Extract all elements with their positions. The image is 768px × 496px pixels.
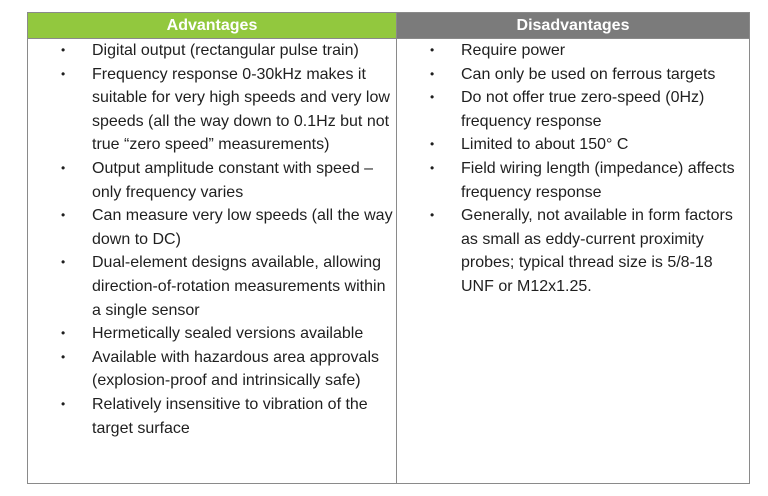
advantage-item — [28, 322, 396, 346]
disadvantage-item-text: Require power — [461, 42, 566, 59]
disadvantage-item-text: Can only be used on ferrous targets — [461, 65, 716, 83]
advantage-item — [28, 63, 396, 157]
bullet-icon: • — [430, 90, 435, 105]
advantages-header-label: Advantages — [166, 16, 258, 34]
disadvantage-item — [397, 157, 749, 204]
advantage-item — [28, 39, 396, 63]
bullet-icon: • — [61, 396, 66, 411]
bullet-icon: • — [430, 208, 435, 223]
advantage-item — [28, 204, 396, 251]
bullet-icon: • — [430, 43, 435, 57]
disadvantages-cell — [397, 39, 749, 483]
disadvantage-item-text: Field wiring length (impedance) affects frequency response — [461, 159, 735, 201]
disadvantages-header — [397, 13, 749, 39]
bullet-icon: • — [61, 208, 66, 223]
advantage-item-text: Can measure very low speeds (all the way down to DC) — [92, 207, 393, 248]
bullet-icon: • — [61, 349, 66, 364]
advantages-cell — [28, 39, 397, 483]
advantage-item-text: Dual-element designs available, allowing direction-of-rotation measurements within a single sensor — [92, 254, 386, 319]
disadvantage-item-text: Limited to about 150° C — [461, 136, 629, 154]
advantages-list — [28, 39, 396, 440]
bullet-icon: • — [430, 160, 435, 175]
bullet-icon: • — [61, 66, 66, 81]
bullet-icon: • — [430, 137, 435, 152]
disadvantage-item — [397, 133, 749, 157]
disadvantage-item — [397, 204, 749, 298]
disadvantage-item-text: Do not offer true zero-speed (0Hz) frequency response — [461, 89, 705, 130]
advantage-item-text: Available with hazardous area approvals (explosion-proof and intrinsically safe) — [92, 348, 379, 390]
advantage-item-text: Output amplitude constant with speed – only frequency varies — [92, 159, 374, 201]
advantage-item-text: Digital output (rectangular pulse train) — [92, 42, 359, 59]
bullet-icon: • — [61, 43, 66, 57]
comparison-table — [27, 12, 750, 484]
disadvantage-item — [397, 63, 749, 87]
bullet-icon: • — [61, 160, 66, 175]
advantage-item — [28, 251, 396, 322]
disadvantage-item — [397, 86, 749, 133]
disadvantage-item — [397, 39, 749, 63]
advantage-item — [28, 157, 396, 204]
advantage-item-text: Frequency response 0-30kHz makes it suitable for very high speeds and very low speeds (all the way down to 0.1Hz but not true “zero speed” measurements) — [92, 65, 390, 154]
bullet-icon: • — [61, 326, 66, 341]
advantage-item — [28, 393, 396, 440]
bullet-icon: • — [61, 255, 66, 270]
disadvantage-item-text: Generally, not available in form factors as small as eddy-current proximity probes; typical thread size is 5/8-18 UNF or M12x1.25. — [461, 207, 733, 295]
disadvantages-header-label: Disadvantages — [516, 16, 630, 34]
advantage-item-text: Hermetically sealed versions available — [92, 325, 364, 343]
advantage-item — [28, 346, 396, 393]
disadvantages-list — [397, 39, 749, 299]
advantage-item-text: Relatively insensitive to vibration of the target surface — [92, 395, 368, 437]
bullet-icon: • — [430, 66, 435, 81]
advantages-header — [28, 13, 397, 39]
